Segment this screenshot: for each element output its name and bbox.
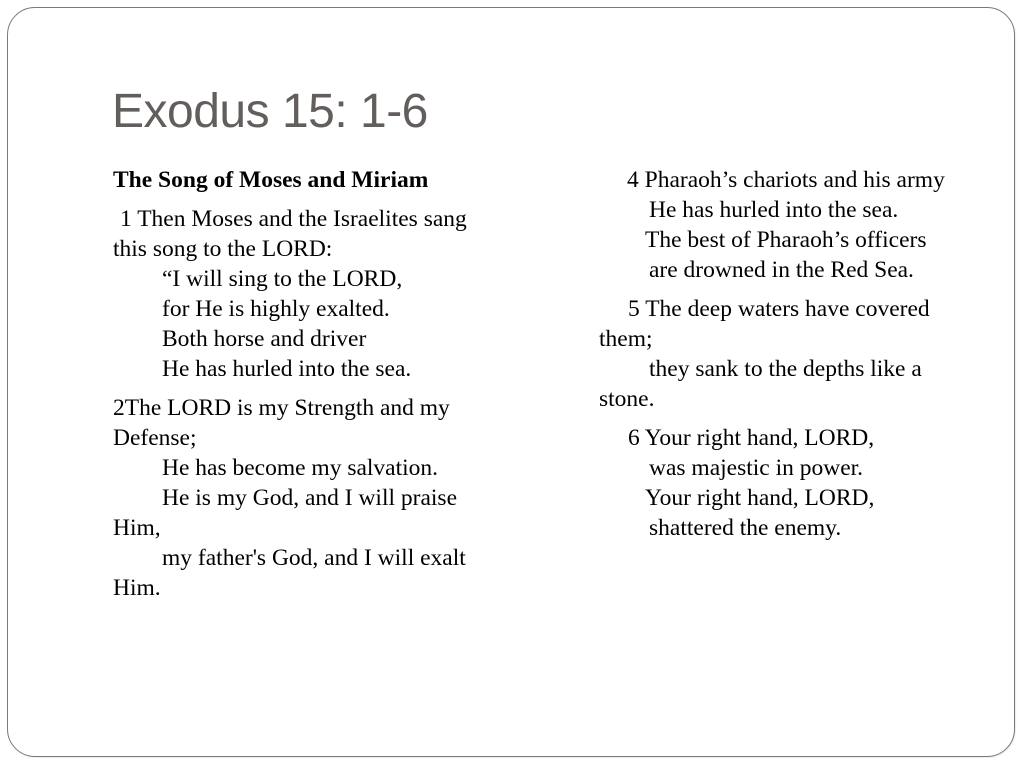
verse-text: Pharaoh’s chariots and his army — [644, 167, 945, 193]
verse-text: Then Moses and the Israelites sang this song to the LORD: — [113, 206, 467, 262]
verse-1 — [113, 204, 493, 384]
verse-line-text: He has become my salvation. — [162, 455, 439, 481]
verse-6 — [599, 423, 979, 543]
verse-line — [599, 225, 979, 255]
verse-number: 6 — [628, 425, 640, 451]
verse-line: “I will sing to the LORD, — [162, 266, 403, 292]
slide-title: Exodus 15: 1-6 — [112, 85, 428, 138]
verse-line — [113, 483, 493, 543]
verse-text: The LORD is my Strength and my Defense; — [113, 395, 450, 451]
verse-line-text: He is my God, and I will praise Him, — [113, 485, 458, 541]
verse-line — [113, 543, 493, 603]
verse-number: 1 — [120, 206, 132, 232]
passage-heading: The Song of Moses and Miriam — [113, 167, 429, 193]
verse-line — [599, 255, 979, 285]
left-column — [113, 165, 493, 612]
verse-line-text: they sank to the depths like a stone. — [599, 356, 922, 412]
verse-number: 4 — [627, 167, 639, 193]
verse-text: Your right hand, LORD, — [644, 425, 875, 451]
verse-line: for He is highly exalted. — [162, 296, 390, 322]
verse-line-text: are drowned in the Red Sea. — [649, 257, 914, 283]
verse-line: He has hurled into the sea. — [649, 197, 899, 223]
verse-line: was majestic in power. — [649, 455, 864, 481]
verse-line: Your right hand, LORD, — [645, 485, 875, 511]
verse-4 — [599, 165, 979, 285]
verse-line: shattered the enemy. — [649, 515, 842, 541]
right-column — [599, 165, 979, 552]
verse-line — [599, 354, 979, 414]
verse-line-text: The best of Pharaoh’s officers — [645, 227, 927, 253]
verse-line: He has hurled into the sea. — [162, 356, 412, 382]
verse-line: Both horse and driver — [162, 326, 367, 352]
verse-number: 2 — [113, 395, 125, 421]
verse-2 — [113, 393, 493, 603]
verse-line-text: my father's God, and I will exalt Him. — [113, 545, 466, 601]
verse-5 — [599, 294, 979, 414]
verse-text: The deep waters have covered them; — [599, 296, 930, 352]
verse-line — [113, 453, 493, 483]
verse-number: 5 — [628, 296, 640, 322]
